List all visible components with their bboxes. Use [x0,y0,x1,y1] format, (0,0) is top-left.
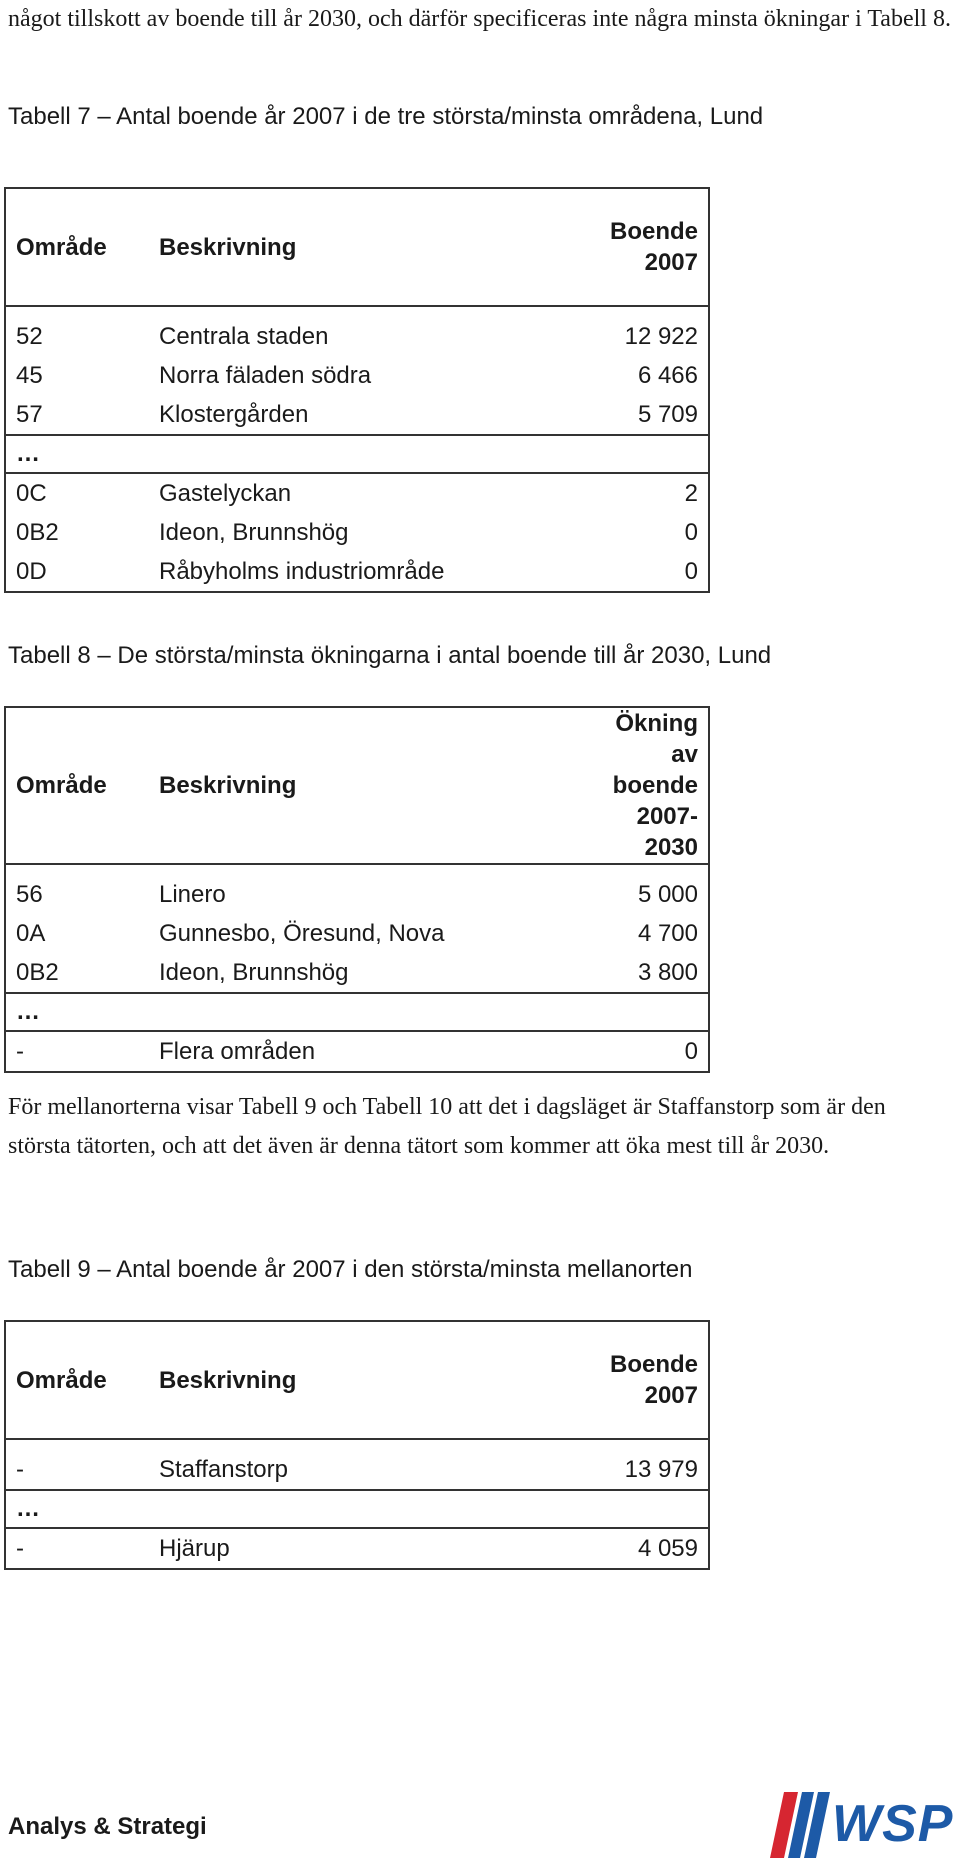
table-row [5,513,709,552]
cell-area: 0B2 [16,519,59,546]
table-row [5,1031,709,1072]
table-row [5,356,709,395]
table8-header-row [5,707,709,864]
cell-area: 52 [16,323,43,350]
cell-value: 5 709 [579,395,709,435]
table7-header-row [5,188,709,306]
table7-caption: Tabell 7 – Antal boende år 2007 i de tre största/minsta områdena, Lund [8,103,764,130]
footer-label: Analys & Strategi [8,1813,207,1840]
cell-value: 4 700 [637,920,698,947]
table-row [5,552,709,592]
table7 [4,187,710,593]
cell-area: 0D [16,558,47,585]
cell-area: 0A [16,920,46,947]
wsp-logo [768,1788,958,1862]
cell-description: Gastelyckan [159,480,292,507]
header-description: Beskrivning [149,188,579,306]
cell-value: 6 466 [637,362,698,389]
table-row [5,317,709,356]
cell-area: 45 [16,362,43,389]
cell-description: Flera områden [159,1038,316,1065]
ellipsis: … [5,993,709,1031]
header-area: Område [5,1321,149,1439]
cell-value: 0 [684,558,698,585]
table-row [5,1528,709,1569]
cell-value: 2 [684,480,698,507]
cell-area: - [16,1038,24,1065]
cell-description: Klostergården [149,395,579,435]
header-description: Beskrivning [149,1321,579,1439]
ellipsis-row [5,993,709,1031]
table9-header-row [5,1321,709,1439]
table-row [5,914,709,953]
ellipsis-row [5,435,709,473]
cell-value: 13 979 [579,1450,709,1490]
header-value: Ökning av boende 2007-2030 [579,707,709,864]
table-row [5,953,709,993]
wsp-logo-text: WSP [832,1795,954,1853]
wsp-logo-mark-icon [768,1788,838,1862]
cell-value: 0 [684,519,698,546]
cell-area: 0B2 [5,953,149,993]
cell-area: 57 [5,395,149,435]
header-description: Beskrivning [149,707,579,864]
table-row [5,875,709,914]
body-paragraph: För mellanorterna visar Tabell 9 och Tabell 10 att det i dagsläget är Staffanstorp som är den största tätorten, och att det även är denna tätort som kommer att öka mest till år 2030. [8,1094,886,1159]
table-row [5,1450,709,1490]
cell-description: Råbyholms industriområde [159,558,445,585]
cell-area: 0C [16,480,47,507]
ellipsis-row [5,1490,709,1528]
cell-value: 3 800 [579,953,709,993]
header-value: Boende 2007 [579,188,709,306]
table8 [4,706,710,1073]
table8-caption: Tabell 8 – De största/minsta ökningarna i antal boende till år 2030, Lund [8,642,772,669]
table9 [4,1320,710,1570]
header-area: Område [5,707,149,864]
header-area: Område [5,188,149,306]
table-row [5,395,709,435]
cell-value: 4 059 [637,1535,698,1562]
ellipsis: … [5,1490,709,1528]
cell-description: Norra fäladen södra [159,362,372,389]
cell-area: 56 [16,881,43,908]
cell-description: Staffanstorp [149,1450,579,1490]
cell-description: Hjärup [159,1535,230,1562]
cell-value: 0 [684,1038,698,1065]
cell-value: 5 000 [637,881,698,908]
cell-description: Ideon, Brunnshög [159,519,349,546]
table9-caption: Tabell 9 – Antal boende år 2007 i den största/minsta mellanorten [8,1256,693,1283]
cell-description: Ideon, Brunnshög [149,953,579,993]
ellipsis: … [5,435,709,473]
table-row [5,473,709,513]
cell-area: - [5,1450,149,1490]
cell-value: 12 922 [624,323,698,350]
cell-area: - [16,1535,24,1562]
intro-text: något tillskott av boende till år 2030, och därför specificeras inte några minsta ökningar i Tabell 8. [8,6,951,32]
header-value: Boende 2007 [579,1321,709,1439]
cell-description: Gunnesbo, Öresund, Nova [159,920,445,947]
cell-description: Linero [159,881,226,908]
cell-description: Centrala staden [159,323,329,350]
